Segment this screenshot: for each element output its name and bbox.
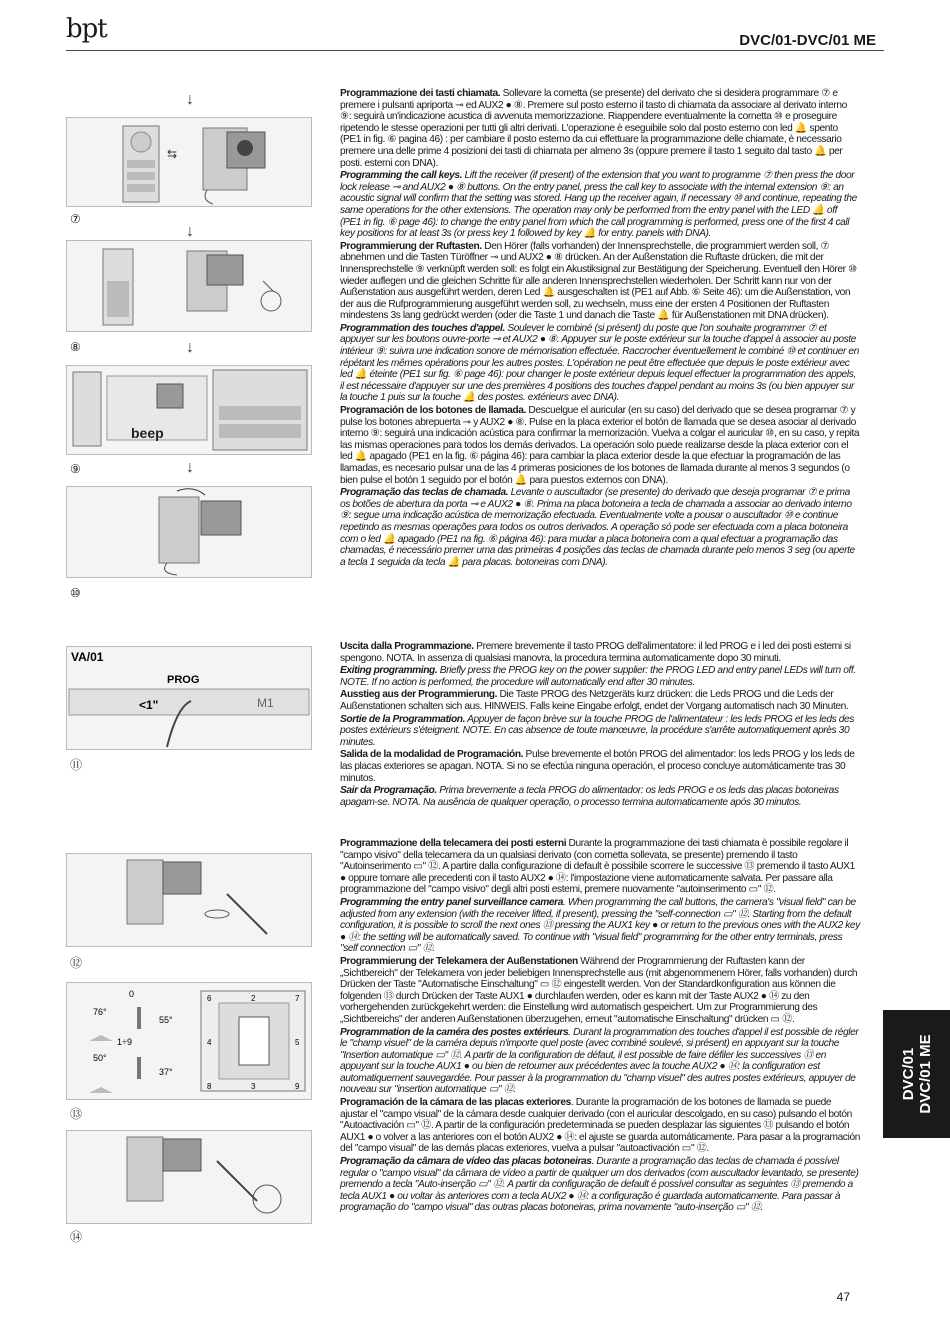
angle-50: 50° — [93, 1053, 107, 1063]
paragraph — [340, 170, 860, 240]
grid-4: 4 — [207, 1038, 212, 1047]
grid-7: 7 — [295, 994, 300, 1003]
grid-2: 2 — [251, 994, 256, 1003]
exit-programming-section — [340, 641, 860, 809]
zero-label: 0 — [129, 989, 135, 999]
paragraph-text: Descuelgue el auricular (en su caso) del derivado que se desea programar ⑦ y pulse los botones abrepuerta ⊸ y AUX2 ● ⑧. Pulse en la placa exterior el botón de llamada que se desea asociar al derivado interno ⑨: seguirá una indicación acústica para confirmar la memorización. Vuelva a colgar el auricular ⑩, en su caso, y repita las mismas operaciones para todos los demás derivados. La operación solo puede realizarse desde la placa exterior con el led 🔔 apagado (PE1 en la fig. ⑥ página 46): para cambiar la placa exterior desde la que efectuar la programación de las llamadas, es necesario pulsar una de las 4 primeras posiciones de los botones de llamada durante al menos 3 segundos (o bien pulse el botón 1 seguido por el botón 🔔 para puestos externos con DNA). — [340, 405, 860, 486]
paragraph-text: Lift the receiver (if present) of the extension that you want to programme ⑦ then press the door lock release ⊸ and AUX2 ● ⑧ buttons. On the entry panel, press the call key to associate with the internal extension ⑨: an acoustic signal will confirm that the setting was stored. Hang up the receiver again, if necessary ⑩ and continue, repeating the same operations for the other extensions. The operation may only be performed from the entry panel with the LED 🔔 off (PE1 in fig. ⑥ page 46): to change the entry panel from which the call programming is performed, press one of the first 4 call key positions for at least 3s (or press key 1 followed by key 🔔 for entry. panels with DNA). — [340, 170, 857, 240]
angle-76: 76° — [93, 1007, 107, 1017]
figure-number: ⑬ — [70, 1107, 83, 1121]
down-arrow-icon: ↓ — [186, 91, 194, 108]
paragraph-text: Appuyer de façon brève sur la touche PROG de l'alimentateur : les leds PROG et les leds des postes extérieurs s'éteignent. NOTE. En cas absence de toute manœuvre, la procédure s'arrête automatiquement après 30 minutes. — [340, 713, 854, 748]
grid-6: 6 — [207, 994, 212, 1003]
m1-label: M1 — [257, 696, 274, 710]
duration-label: <1" — [139, 698, 159, 712]
paragraph-text: Die Taste PROG des Netzgeräts kurz drücken: die Leds PROG und die Leds der Außenstationen schalten sich aus. HINWEIS. Falls keine Eingabe erfolgt, endet der Vorgang automatisch nach 30 Minuten. — [340, 689, 849, 712]
paragraph-heading: Programmazione della telecamera dei posti esterni — [340, 838, 567, 849]
paragraph — [340, 1097, 860, 1155]
beep-label: beep — [131, 425, 164, 441]
paragraph — [340, 323, 860, 404]
paragraph-heading: Programming the call keys. — [340, 170, 463, 182]
paragraph-heading: Ausstieg aus der Programmierung. — [340, 689, 498, 701]
paragraph — [340, 785, 860, 808]
figure-10 — [66, 486, 312, 578]
paragraph-heading: Programmierung der Telekamera der Außenstationen — [340, 955, 578, 967]
grid-5: 5 — [295, 1038, 300, 1047]
figure-11 — [66, 646, 312, 750]
paragraph — [340, 487, 860, 568]
paragraph-heading: Programação das teclas de chamada. — [340, 487, 509, 499]
figure-9 — [66, 365, 312, 455]
paragraph — [340, 897, 860, 955]
paragraph-heading: Programación de la cámara de las placas exteriores — [340, 1097, 571, 1109]
figure-number: ⑪ — [70, 758, 83, 772]
camera-programming-section — [340, 838, 860, 1215]
figure-number: ⑫ — [70, 956, 83, 970]
paragraph-heading: Salida de la modalidad de Programación. — [340, 749, 524, 761]
paragraph-heading: Uscita dalla Programmazione. — [340, 641, 474, 652]
angle-55: 55° — [159, 1015, 173, 1025]
call-keys-section — [340, 88, 860, 569]
paragraph-text: . Durant la programmation des touches d'appel il est possible de régler le "champ visuel" de la caméra depuis n'importe quel poste (avec combiné soulevé, si présent) en appuyant sur la touche "Insertion automatique ▭" ⑫. A partir de la configuration de défaut, il est possible de faire défiler les successives ⑬ en appuyant sur la touche AUX1 ● ou bien de retourner aux précédentes avec la touche AUX2 ● ⑭: la configuration est automatiquement sauvegardée. Pour passer à la programmation du "champ visuel" des autres postes extérieurs, appuyer de nouveau sur "insertion automatique ▭" ⑫. — [340, 1026, 859, 1096]
paragraph-text: Briefly press the PROG key on the power supplier: the PROG LED and entry panel LEDs will turn off. NOTE. If no action is performed, the procedure will automatically end after 30 minutes. — [340, 665, 856, 688]
side-tab — [883, 1010, 950, 1138]
paragraph-heading: Programmazione dei tasti chiamata. — [340, 88, 501, 99]
paragraph — [340, 88, 860, 169]
paragraph-text: . When programming the call buttons, the camera's "visual field" can be adjusted from any extension (with the receiver lifted, if present), pressing the "self-connection ▭" ⑫. Starting from the default configuration, it is possible to scroll the next ones ⑬ pressing the AUX1 key ● or return to the previous ones with the AUX2 key ● ⑭: the setting will be automatically saved. To continue with "visual field" programming for the other entry terminals, press "self connection ▭" ⑫. — [340, 896, 860, 955]
figure-number: ⑦ — [70, 212, 81, 226]
side-tab-line1: DVC/01 — [899, 1047, 917, 1101]
figure-number: ⑨ — [70, 462, 81, 476]
paragraph — [340, 838, 860, 896]
paragraph — [340, 665, 860, 688]
grid-9: 9 — [295, 1082, 300, 1091]
down-arrow-icon: ↓ — [186, 339, 194, 356]
paragraph-text: Premere brevemente il tasto PROG dell'alimentatore: il led PROG e i led dei posti esterni si spengono. NOTA. In assenza di qualsiasi manovra, la procedura termina automaticamente dopo 30 minuti. — [340, 641, 851, 664]
svg-text:⇆: ⇆ — [167, 147, 178, 161]
paragraph — [340, 641, 860, 664]
paragraph-heading: Sair da Programação. — [340, 785, 437, 797]
header-divider — [66, 50, 884, 51]
paragraph — [340, 1027, 860, 1097]
paragraph-heading: Programação da câmara de vídeo das placas botoneiras — [340, 1156, 592, 1168]
paragraph — [340, 405, 860, 486]
paragraph-heading: Programming the entry panel surveillance camera — [340, 896, 563, 908]
paragraph-heading: Programmierung der Ruftasten. — [340, 240, 482, 252]
figure-7 — [66, 117, 312, 207]
figure-number: ⑩ — [70, 586, 81, 600]
figure-number: ⑧ — [70, 340, 81, 354]
paragraph — [340, 956, 860, 1026]
paragraph-heading: Programación de los botones de llamada. — [340, 405, 526, 417]
paragraph-text: . Durante la programación de los botones de llamada se puede ajustar el "campo visual" de la cámara desde cualquier derivado (con el auricular descolgado, en su caso) pulsando el botón "Autoactivación ▭" ⑫. A partir de la configuración predeterminada se pueden desplazar las siguientes ⑬ pulsando el botón AUX1 ● o volver a las anteriores con el botón AUX2 ● ⑭: el ajuste se guarda automáticamente. Para pasar a la programación del "campo visual" de las demás placas exteriores, vuelva a pulsar "autoactivación ▭" ⑫. — [340, 1097, 860, 1155]
paragraph — [340, 714, 860, 749]
figure-13 — [66, 982, 312, 1100]
paragraph-text: Den Hörer (falls vorhanden) der Innensprechstelle, die programmiert werden soll, ⑦ abnehmen und die Tasten Türöffner ⊸ und AUX2 ● ⑧ drücken. An der Außenstation die Ruftaste drücken, die mit der Innensprechstelle ⑨ verknüpft werden soll: es folgt ein Akustiksignal zur Bestätigung der Speicherung. Eventuell den Hörer ⑩ wieder auflegen und die gleichen Schritte für alle anderen Innensprechstellen wiederholen. Der Schritt kann nur von der Außenstation aus ausgeführt werden, deren Led 🔔 ausgeschalten ist (PE1 auf Abb. ⑥ Seite 46): um die Außenstation, von der aus die Rufprogrammierung ausgeführt werden soll, zu wechseln, muss eine der ersten 4 Positionen der Ruftasten mindestens 3s lang gedrückt werden (oder die Taste 1 und danach die Taste 🔔 für Außenstationen mit DNA drücken). — [340, 240, 857, 322]
paragraph-heading: Programmation de la caméra des postes extérieurs — [340, 1026, 569, 1038]
paragraph-text: . Durante a programação das teclas de chamada é possível regular o "campo visual" da câmara de vídeo a partir de qualquer um dos derivados (com auscultador levantado, se presente) premendo a tecla "Auto-inserção ▭" ⑫. A partir da configuração de default é possível consultar as seguintes ⑬ premendo a tecla AUX1 ● ou voltar às anteriores com a tecla AUX2 ● ⑭: a configuração é guardada automaticamente. Para passar à programação do "campo visual" das outras placas botoneiras, prima novamente "auto-inserção ▭" ⑫. — [340, 1156, 859, 1214]
side-tab-line2: DVC/01 ME — [916, 1034, 934, 1114]
logo: bpt — [66, 14, 107, 44]
paragraph-text: Prima brevemente a tecla PROG do alimentador: os leds PROG e os leds das placas botoneiras apagam-se. NOTA. Na ausência de qualquer operação, o processo termina automaticamente após 30 minutos. — [340, 785, 839, 808]
paragraph — [340, 689, 860, 712]
angle-37: 37° — [159, 1067, 173, 1077]
paragraph-text: Sollevare la cornetta (se presente) del derivato che si desidera programmare ⑦ e premere i pulsanti apriporta ⊸ ed AUX2 ● ⑧. Premere sul posto esterno il tasto di chiamata da associare al derivato interno ⑨: seguirà un'indicazione acustica di avvenuta memorizzazione. Riappendere eventualmente la cornetta ⑩ e proseguire ripetendo le stesse operazioni per tutti gli altri derivati. L'operazione è eseguibile solo dal posto esterno con led 🔔 spento (PE1 in fig. ⑥ pagina 46) : per cambiare il posto esterno da cui effettuare la programmazione delle chiamate, è necessario premere una delle prime 4 posizioni dei tasti di chiamata per almeno 3s (oppure premere il tasto 1 seguito dal tasto 🔔 per posti. esterni con DNA). — [340, 88, 847, 169]
paragraph-text: Levante o auscultador (se presente) do derivado que deseja programar ⑦ e prima os botões de abertura da porta ⊸ e AUX2 ● ⑧. Prima na placa botoneira a tecla de chamada a associar ao derivado interno ⑨: segue uma indicação acústica de memorização efectuada. Eventualmente volte a pousar o auscultador ⑩ e continue repetindo as mesmas operações para todos os outros derivados. A operação só pode ser efectuada com a placa botoneira com o led 🔔 apagado (PE1 na fig. ⑥ página 46): para mudar a placa botoneira com a qual efectuar a programação das chamadas, é necessário premer uma das primeiras 4 posições das teclas de chamada durante pelo menos 3 seg (ou aperte a tecla 1 seguida da tecla 🔔 para placas. botoneiras com DNA). — [340, 487, 855, 568]
paragraph-text: Pulse brevemente el botón PROG del alimentador: los leds PROG y los leds de las placas exteriores se apagan. NOTA. Si no se efectúa ninguna operación, el proceso concluye automáticamente tras 30 minutos. — [340, 749, 855, 784]
figure-12 — [66, 853, 312, 947]
paragraph-text: Während der Programmierung der Ruftasten kann der „Sichtbereich" der Telekamera von jeder beliebigen Innensprechstelle aus (mit abgenommenem Hörer, falls vorhanden) durch Drücken der Taste "Automatische Einschaltung" ▭ ⑫ eingestellt werden. Von der Standardkonfiguration aus können die folgenden ⑬ durch Drücken der Taste AUX1 ● durchlaufen werden, oder es kann mit der Taste AUX2 ● ⑭ zu den vorhergehenden zurückgekehrt werden: die Einstellung wird automatisch gespeichert. Um zur Programmierung des „Sichtbereichs" der anderen Außenstationen überzugehen, erneut "automatische Einschaltung" drücken ▭ ⑫. — [340, 955, 858, 1025]
paragraph-text: Soulever le combiné (si présent) du poste que l'on souhaite programmer ⑦ et appuyer sur les boutons ouvre-porte ⊸ et AUX2 ● ⑧. Appuyer sur le poste extérieur sur la touche d'appel à associer au poste intérieur ⑨: suivra une indication sonore de mémorisation effectuée. Raccrocher éventuellement le combiné ⑩ et continuer en répétant les mêmes opérations pour les autres postes. L'opération ne peut être effectuée que depuis le poste extérieur avec led 🔔 éteinte (PE1 sur fig. ⑥ page 46): pour changer le poste extérieur depuis lequel effectuer la programmation des appels, il est nécessaire d'appuyer sur une des premières 4 positions des touches d'appel pendant au moins 3s (ou bien appuyer sur la touche 1 puis sur la touche 🔔 des postes. extérieurs avec DNA). — [340, 322, 859, 404]
paragraph-heading: Programmation des touches d'appel. — [340, 322, 505, 334]
figure-number: ⑭ — [70, 1230, 83, 1244]
paragraph — [340, 749, 860, 784]
paragraph — [340, 1156, 860, 1214]
down-arrow-icon: ↓ — [186, 459, 194, 476]
figure-8 — [66, 240, 312, 332]
grid-8: 8 — [207, 1082, 212, 1091]
prog-label: PROG — [167, 674, 200, 686]
paragraph — [340, 241, 860, 322]
figure-14 — [66, 1130, 312, 1224]
va01-label: VA/01 — [71, 650, 104, 664]
range-label: 1÷9 — [117, 1037, 132, 1047]
paragraph-text: Durante la programmazione dei tasti chiamata è possibile regolare il "campo visivo" della telecamera da un qualsiasi derivato (con cornetta sollevata, se presente) premendo il tasto "Autoinserimento ▭" ⑫. A partire dalla configurazione di default è possibile scorrere le successive ⑬ premendo il tasto AUX1 ● oppure tornare alle precedenti con il tasto AUX2 ● ⑭: l'impostazione viene automaticamente salvata. Per passare alla programmazione del "campo visivo" degli altri posti esterni, premere nuovamente "autoinserimento ▭" ⑫. — [340, 838, 855, 896]
page-number: 47 — [836, 1290, 850, 1304]
paragraph-heading: Sortie de la Programmation. — [340, 713, 466, 725]
page-title: DVC/01-DVC/01 ME — [739, 32, 876, 49]
paragraph-heading: Exiting programming. — [340, 665, 438, 677]
down-arrow-icon: ↓ — [186, 223, 194, 240]
grid-3: 3 — [251, 1082, 256, 1091]
